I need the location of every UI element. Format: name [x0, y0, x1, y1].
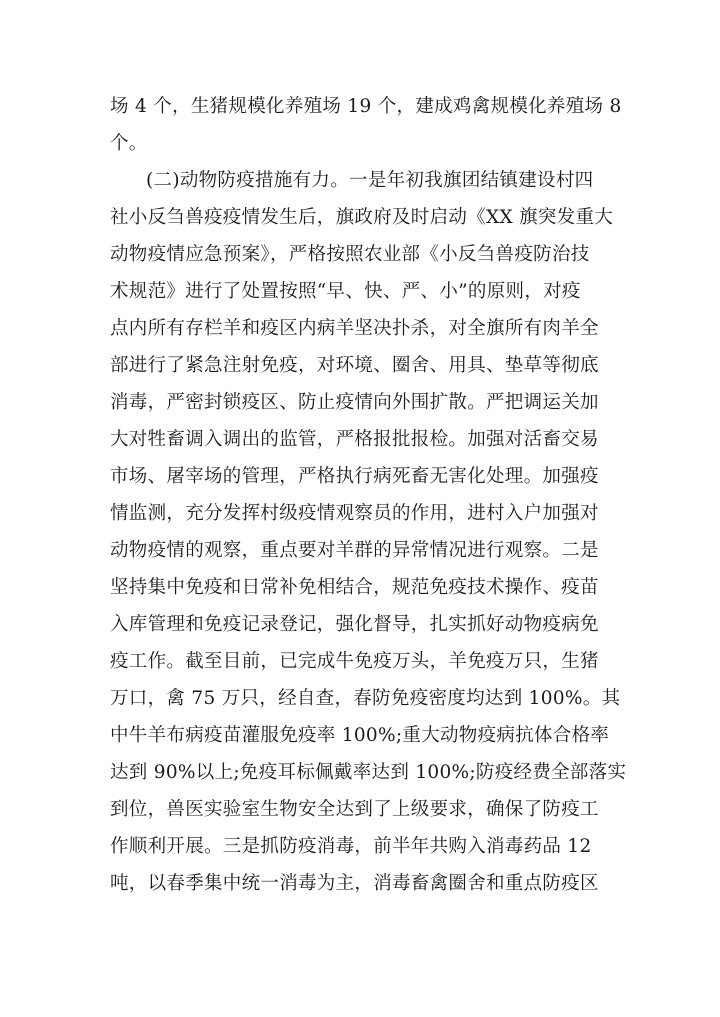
text-line: 大对牲畜调入调出的监管，严格报批报检。加强对活畜交易 — [110, 429, 599, 450]
text-line: 动物疫情的观察，重点要对羊群的异常情况进行观察。二是 — [110, 540, 599, 561]
text-line: 消毒，严密封锁疫区、防止疫情向外围扩散。严把调运关加 — [110, 392, 599, 413]
text-line: 术规范》进行了处置按照“早、快、严、小”的原则，对疫 — [110, 281, 581, 302]
text-line: 部进行了紧急注射免疫，对环境、圈舍、用具、垫草等彻底 — [110, 355, 599, 376]
text-line: 动物疫情应急预案》，严格按照农业部《小反刍兽疫防治技 — [110, 244, 590, 265]
text-line: 点内所有存栏羊和疫区内病羊坚决扑杀，对全旗所有肉羊全 — [110, 318, 599, 339]
text-line: 作顺利开展。三是抓防疫消毒，前半年共购入消毒药品 12 — [110, 836, 592, 857]
section-heading-line: (二)动物防疫措施有力。一是年初我旗团结镇建设村四 — [146, 170, 594, 191]
text-line: 场 4 个，生猪规模化养殖场 19 个，建成鸡禽规模化养殖场 8 — [110, 96, 622, 117]
text-line: 到位，兽医实验室生物安全达到了上级要求，确保了防疫工 — [110, 799, 599, 820]
text-line: 情监测，充分发挥村级疫情观察员的作用，进村入户加强对 — [110, 503, 599, 524]
text-line: 万口，禽 75 万只，经自查，春防免疫密度均达到 100%。其 — [110, 688, 621, 709]
text-line: 社小反刍兽疫疫情发生后，旗政府及时启动《XX 旗突发重大 — [110, 207, 614, 228]
text-line: 吨，以春季集中统一消毒为主，消毒畜禽圈舍和重点防疫区 — [110, 873, 599, 894]
text-line: 疫工作。截至目前，已完成牛免疫万头，羊免疫万只，生猪 — [110, 651, 599, 672]
text-line: 坚持集中免疫和日常补免相结合，规范免疫技术操作、疫苗 — [110, 577, 599, 598]
text-line: 入库管理和免疫记录登记，强化督导，扎实抓好动物疫病免 — [110, 614, 599, 635]
text-line: 达到 90%以上;免疫耳标佩戴率达到 100%;防疫经费全部落实 — [110, 762, 627, 783]
text-line: 个。 — [110, 133, 148, 154]
text-line: 市场、屠宰场的管理，严格执行病死畜无害化处理。加强疫 — [110, 466, 599, 487]
text-line: 中牛羊布病疫苗灌服免疫率 100%;重大动物疫病抗体合格率 — [110, 725, 610, 746]
